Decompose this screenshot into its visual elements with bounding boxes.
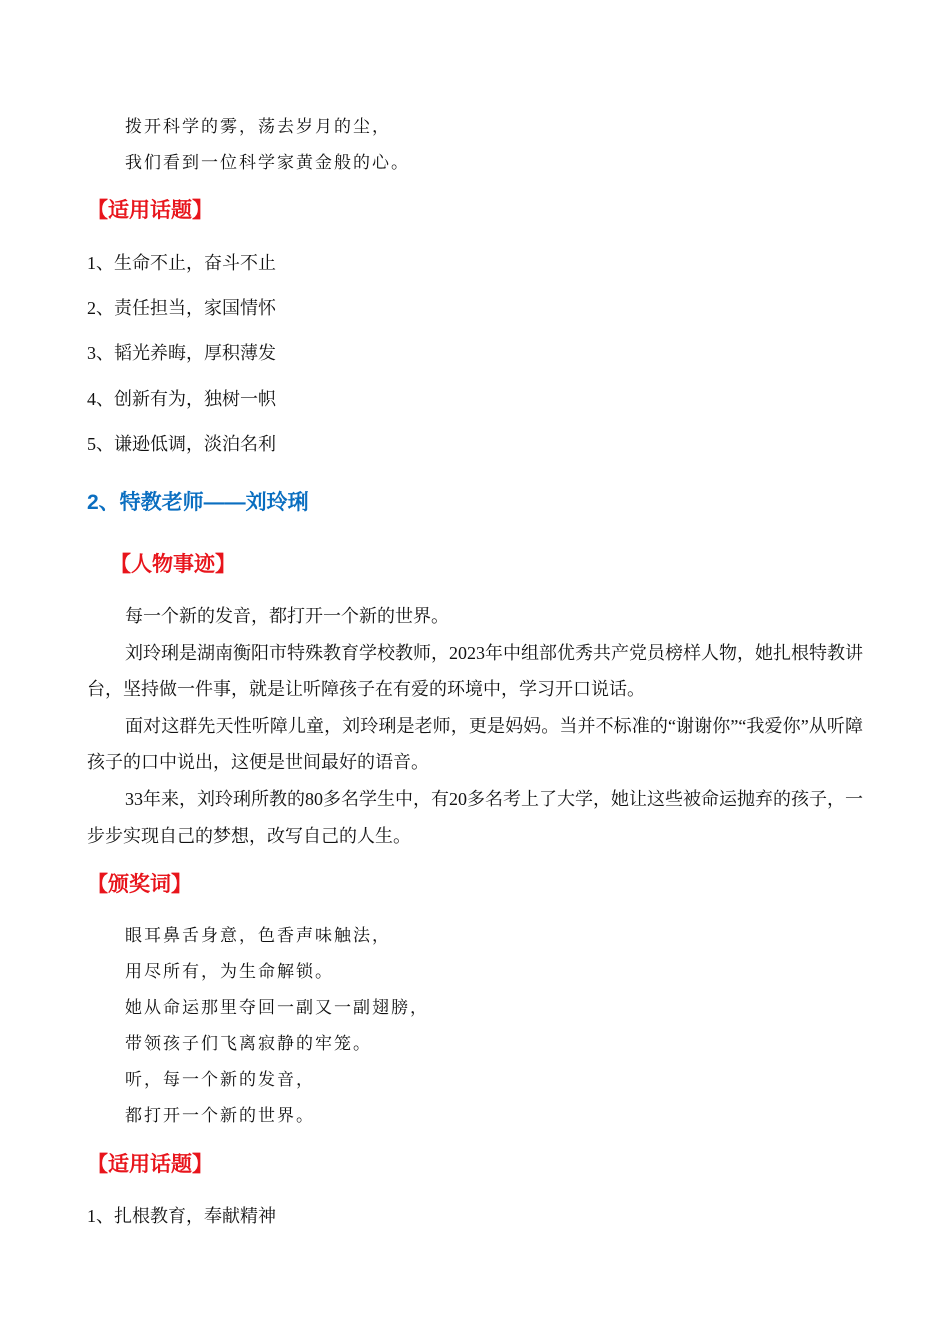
section-heading-deeds: 【人物事迹】 (110, 553, 236, 576)
poem-line: 眼耳鼻舌身意，色香声味触法， (125, 926, 391, 945)
poem-line: 带领孩子们飞离寂静的牢笼。 (125, 1034, 372, 1053)
paragraph: 面对这群先天性听障儿童，刘玲琍是老师，更是妈妈。当并不标准的“谢谢你”“我爱你”从听障孩子的口中说出，这便是世间最好的语音。 (87, 715, 863, 773)
poem-line: 听，每一个新的发音， (125, 1070, 315, 1089)
section-title: 2、特教老师——刘玲琍 (87, 491, 309, 514)
list-item: 3、韬光养晦，厚积薄发 (87, 343, 276, 363)
poem-line: 她从命运那里夺回一副又一副翅膀， (125, 998, 429, 1017)
list-item: 2、责任担当，家国情怀 (87, 298, 276, 318)
paragraph: 33年来，刘玲琍所教的80多名学生中，有20多名考上了大学，她让这些被命运抛弃的孩子，一步步实现自己的梦想，改写自己的人生。 (87, 789, 863, 846)
section-heading-topics: 【适用话题】 (87, 1153, 213, 1176)
section-heading-award: 【颁奖词】 (87, 873, 192, 896)
paragraph: 每一个新的发音，都打开一个新的世界。 (125, 606, 449, 626)
list-item: 4、创新有为，独树一帜 (87, 389, 276, 409)
list-item: 5、谦逊低调，淡泊名利 (87, 434, 276, 454)
poem-line: 我们看到一位科学家黄金般的心。 (125, 153, 410, 172)
section-heading-topics: 【适用话题】 (87, 199, 213, 222)
list-item: 1、扎根教育，奉献精神 (87, 1206, 276, 1226)
list-item: 1、生命不止，奋斗不止 (87, 253, 276, 273)
paragraph: 刘玲琍是湖南衡阳市特殊教育学校教师，2023年中组部优秀共产党员榜样人物，她扎根特教讲台，坚持做一件事，就是让听障孩子在有爱的环境中，学习开口说话。 (87, 642, 863, 700)
poem-line: 都打开一个新的世界。 (125, 1106, 315, 1125)
poem-line: 用尽所有，为生命解锁。 (125, 962, 334, 981)
poem-line: 拨开科学的雾，荡去岁月的尘， (125, 117, 391, 136)
